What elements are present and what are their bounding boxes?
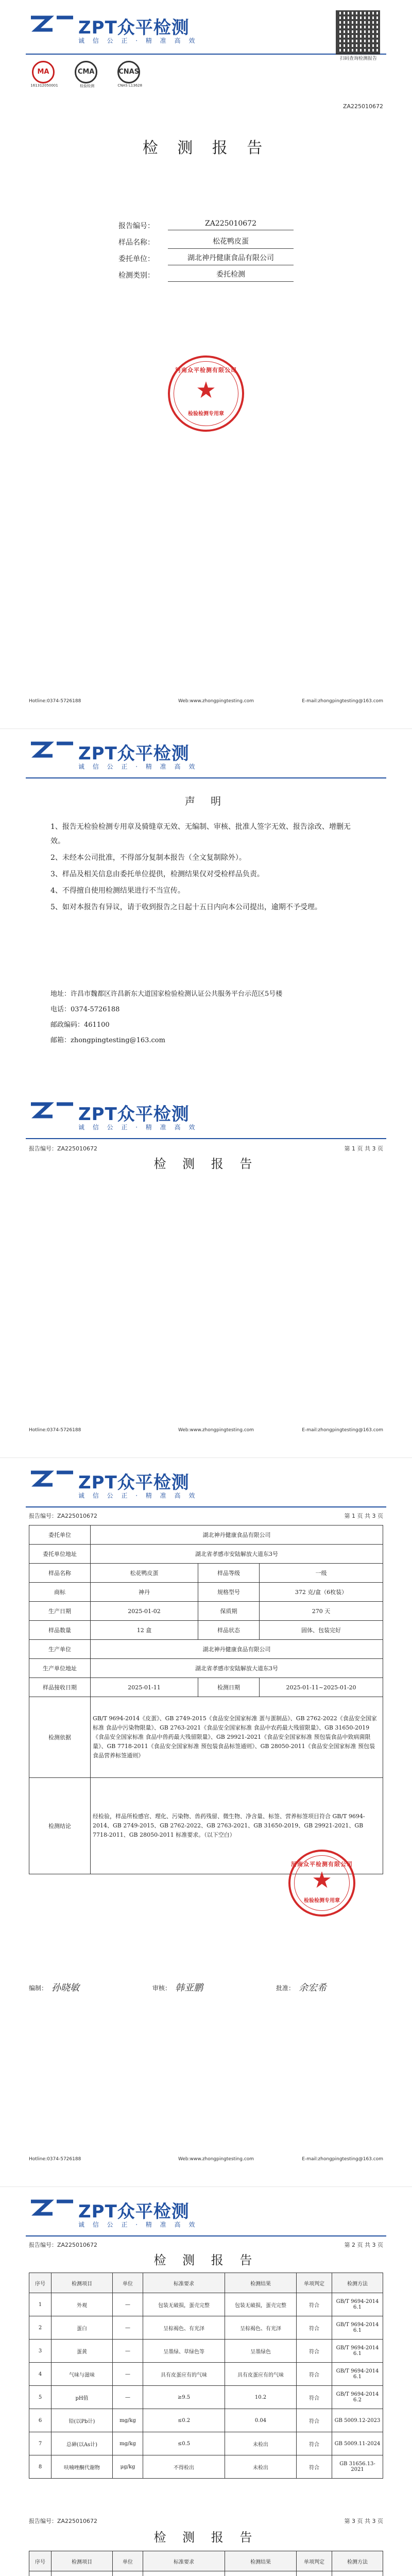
statement-item: 5、如对本报告有异议，请于收到报告之日起十五日内向本公司提出，逾期不予受理。 <box>50 903 322 911</box>
table-row <box>29 2571 383 2576</box>
zpt-logo: ZPT众平检测 诚 信 公 正 · 精 准 高 效 <box>29 2197 199 2231</box>
table-row: 样品接收日期 2025-01-11 检测日期 2025-01-11~2025-01-20 <box>29 1678 383 1697</box>
qr-code-icon <box>336 10 380 55</box>
official-seal: 河南众平检测有限公司 ★ 检验检测专用章 <box>168 355 244 432</box>
contact-email: 邮箱：zhongpingtesting@163.com <box>50 1037 165 1044</box>
test-basis: GB/T 9694-2014《皮蛋》、GB 2749-2015《食品安全国家标准 蛋与蛋制品》、GB 2762-2022《食品安全国家标准 食品中污染物限量》、GB 2763-2021《食品安全国家标准 食品中农药最大残留限量》、GB 31650-2019《食品安全国家标准 食品中兽药最大残留限量》、GB 29921-2021《食品安全国家标准 预包装食品中致病菌限量》、GB 7718-2011《食品安全国家标准 预包装食品标签通则》、GB 28050-2011《食品安全国家标准 预包装食品营养标签通则》 <box>91 1697 383 1778</box>
zpt-logo-icon <box>29 14 75 33</box>
cover-row: 委托单位： 湖北神丹健康食品有限公司 <box>118 249 294 266</box>
report-number: 报告编号：ZA225010672 <box>29 2242 98 2248</box>
cover-info <box>118 216 294 282</box>
contact-address: 地址：许昌市魏都区许昌新东大道国家检验检测认证公共服务平台示范区5号楼 <box>50 990 283 998</box>
table-row: 生产单位地址 湖北省孝感市安陆解放大道东3号 <box>29 1659 383 1678</box>
zpt-logo: ZPT众平检测 诚 信 公 正 · 精 准 高 效 <box>29 739 199 773</box>
cnas-badge: CNAS CNAS L13628 <box>114 61 145 88</box>
page-footer: Hotline:0374-5726188 Web:www.zhongpingtesting.com E-mail:zhongpingtesting@163.com <box>29 2157 383 2162</box>
report-title: 检 测 报 告 <box>153 1157 259 1171</box>
table-row: 3 蛋黄 — 呈墨绿、草绿色等 呈墨绿色 符合 GB/T 9694-2014 6.1 <box>29 2340 383 2363</box>
contact-postcode: 邮政编码：461100 <box>50 1021 110 1029</box>
cover-row: 样品名称： 松花鸭皮蛋 <box>118 233 294 249</box>
zpt-logo-icon <box>29 1101 75 1120</box>
contact-info <box>50 987 365 1048</box>
star-icon: ★ <box>312 1867 332 1893</box>
table-row: 委托单位地址 湖北省孝感市安陆解放大道东3号 <box>29 1545 383 1564</box>
table-header: 序号 检测项目 单位 标准要求 检测结果 单项判定 检测方法 <box>29 2551 383 2571</box>
table-row: 检测结论 经检验，样品所检感官、理化、污染物、兽药残留、微生物、净含量、标签、营养标签项目符合 GB/T 9694-2014、GB 2749-2015、GB 2762-2022、GB 2763-2021、GB 31650-2019、GB 29921-2021、GB 7718-2011、GB 28050-2011 标准要求。（以下空白） <box>29 1778 383 1874</box>
report-number-corner: ZA225010672 <box>342 103 383 110</box>
cover-title: 检 测 报 告 <box>142 139 270 157</box>
statement-item: 1、报告无检验检测专用章及骑缝章无效、无编制、审核、批准人签字无效、报告涂改、增删无效。 <box>50 823 351 845</box>
table-row: 4 气味与滋味 — 具有皮蛋应有的气味 具有皮蛋应有的气味 符合 GB/T 9694-2014 6.1 <box>29 2363 383 2386</box>
report-number: 报告编号：ZA225010672 <box>29 1513 98 1519</box>
statement-item: 3、样品及相关信息由委托单位提供，检测结果仅对受检样品负责。 <box>50 870 264 878</box>
table-row: 7 总砷(以As计) mg/kg ≤0.5 未检出 符合 GB 5009.11-2024 <box>29 2432 383 2455</box>
table-row: 生产日期 2025-01-02 保质期 270 天 <box>29 1602 383 1621</box>
contact-phone: 电话：0374-5726188 <box>50 1006 120 1013</box>
results-table-1 <box>29 2273 383 2479</box>
ma-badge: MA 161312050001 <box>29 61 60 88</box>
report-number: 报告编号：ZA225010672 <box>29 1145 98 1152</box>
zpt-logo-icon <box>29 1469 75 1488</box>
table-row: 1 外观 — 包装无破损，蛋壳完整 包装无破损，蛋壳完整 符合 GB/T 9694-2014 6.1 <box>29 2293 383 2316</box>
table-header: 序号 检测项目 单位 标准要求 检测结果 单项判定 检测方法 <box>29 2273 383 2293</box>
approver-signature: 余宏希 <box>299 1982 327 1993</box>
statement-title: 声 明 <box>184 795 228 807</box>
report-info-section <box>0 1100 412 1458</box>
report-cover-page <box>0 0 412 729</box>
header-divider <box>26 54 386 55</box>
report-info-page <box>0 1458 412 2187</box>
official-seal: 河南众平检测有限公司 ★ 检验检测专用章 <box>288 1850 355 1917</box>
table-row: 商标 神丹 规格型号 372 克/盒（6枚装） <box>29 1583 383 1602</box>
report-title: 检 测 报 告 <box>153 2253 259 2267</box>
table-row: 检测依据 GB/T 9694-2014《皮蛋》、GB 2749-2015《食品安全国家标准 蛋与蛋制品》、GB 2762-2022《食品安全国家标准 食品中污染物限量》、GB 2763-2021《食品安全国家标准 食品中农药最大残留限量》、GB 31650-2019《食品安全国家标准 食品中兽药最大残留限量》、GB 29921-2021《食品安全国家标准 预包装食品中致病菌限量》、GB 7718-2011《食品安全国家标准 预包装食品标签通则》、GB 28050-2011《食品安全国家标准 预包装食品营养标签通则》 <box>29 1697 383 1778</box>
page-footer: Hotline:0374-5726188 Web:www.zhongpingtesting.com E-mail:zhongpingtesting@163.com <box>29 1428 383 1433</box>
star-icon: ★ <box>196 377 216 403</box>
table-row: 样品数量 12 盒 样品状态 固体、包装完好 <box>29 1621 383 1640</box>
table-row: 委托单位 湖北神丹健康食品有限公司 <box>29 1526 383 1545</box>
page-indicator: 第 2 页 共 3 页 <box>344 2242 383 2248</box>
author-signature: 孙晓敏 <box>52 1982 79 1993</box>
cover-row: 报告编号： ZA225010672 <box>118 216 294 233</box>
brand-name: ZPT众平检测 <box>78 18 190 38</box>
reviewer-signature: 韩亚鹏 <box>175 1982 203 1993</box>
zpt-logo-icon <box>29 740 75 759</box>
page-footer: Hotline:0374-5726188 Web:www.zhongpingtesting.com E-mail:zhongpingtesting@163.com <box>29 699 383 704</box>
report-results-page <box>0 2187 412 2576</box>
table-row: 生产单位 湖北神丹健康食品有限公司 <box>29 1640 383 1659</box>
table-row: 样品名称 松花鸭皮蛋 样品等级 一级 <box>29 1564 383 1583</box>
statement-item: 2、未经本公司批准，不得部分复制本报告（全文复制除外）。 <box>50 854 246 862</box>
table-row: 5 pH值 — ≥9.5 10.2 符合 GB/T 9694-2014 6.2 <box>29 2386 383 2409</box>
zpt-logo-icon <box>29 2198 75 2217</box>
table-row: 2 蛋白 — 呈棕褐色、有光泽 呈棕褐色、有光泽 符合 GB/T 9694-2014 6.1 <box>29 2316 383 2340</box>
qr-caption: 扫码查询检测报告 <box>339 56 377 61</box>
statement-list <box>50 820 365 917</box>
sample-info-table <box>29 1525 383 1874</box>
statement-page <box>0 729 412 1458</box>
results-table-2 <box>29 2551 383 2576</box>
page-indicator: 第 3 页 共 3 页 <box>344 2518 383 2524</box>
test-conclusion: 经检验，样品所检感官、理化、污染物、兽药残留、微生物、净含量、标签、营养标签项目符合 GB/T 9694-2014、GB 2749-2015、GB 2762-2022、GB 2763-2021、GB 31650-2019、GB 29921-2021、GB 7718-2011、GB 28050-2011 标准要求。（以下空白） <box>91 1778 383 1874</box>
zpt-logo <box>29 13 199 47</box>
report-number: 报告编号：ZA225010672 <box>29 2518 98 2524</box>
page-indicator: 第 1 页 共 3 页 <box>344 1513 383 1519</box>
report-title: 检 测 报 告 <box>153 2530 259 2545</box>
page-indicator: 第 1 页 共 3 页 <box>344 1145 383 1152</box>
cma-badge: CMA 检验检测 <box>72 61 102 88</box>
accreditation-badges <box>29 61 183 92</box>
brand-slogan: 诚 信 公 正 · 精 准 高 效 <box>78 37 198 44</box>
signatures: 编制： 孙晓敏 审核： 韩亚鹏 批准： 余宏希 <box>29 1978 383 1999</box>
statement-item: 4、不得擅自使用检测结果进行不当宣传。 <box>50 887 185 895</box>
header-divider <box>26 777 386 778</box>
cover-row: 检测类别： 委托检测 <box>118 266 294 282</box>
table-row: 6 铅(以Pb计) mg/kg ≤0.2 0.04 符合 GB 5009.12-2023 <box>29 2409 383 2432</box>
zpt-logo: ZPT众平检测 诚 信 公 正 · 精 准 高 效 <box>29 1468 199 1502</box>
table-row: 8 呋喃唑酮代谢物 μg/kg 不得检出 未检出 符合 GB 31656.13-2021 <box>29 2455 383 2479</box>
zpt-logo: ZPT众平检测 诚 信 公 正 · 精 准 高 效 <box>29 1100 199 1134</box>
